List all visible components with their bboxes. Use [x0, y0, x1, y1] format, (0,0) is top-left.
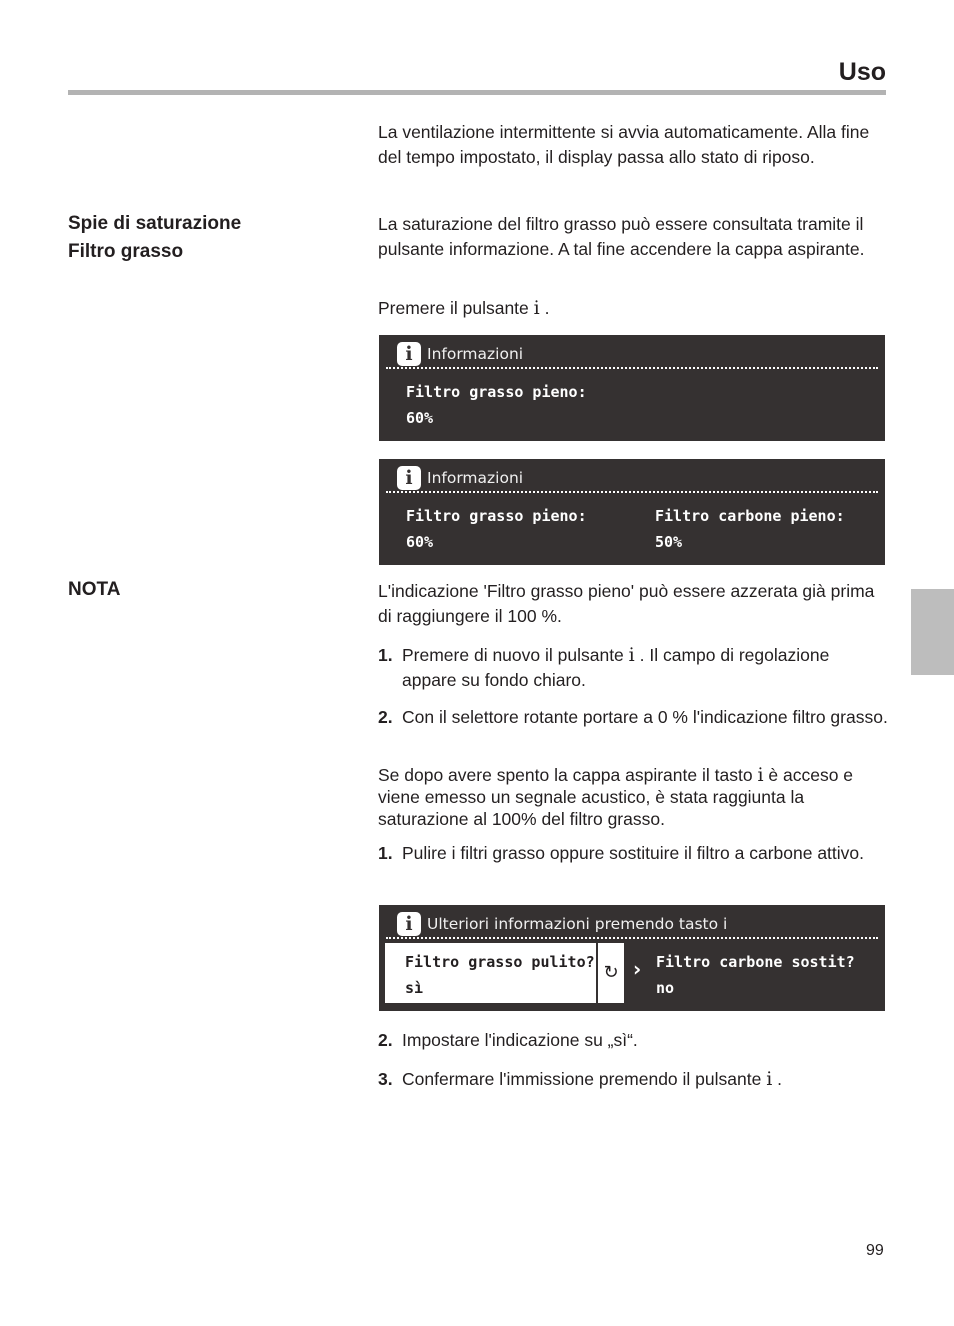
- saturation-paragraph: La saturazione del filtro grasso può essere consultata tramite il pulsante informazione. A tal fine accendere la cappa aspirante.: [378, 214, 865, 259]
- header-rule: [68, 90, 886, 95]
- nota-heading: NOTA: [68, 579, 121, 600]
- info-glyph-icon: i: [757, 764, 764, 786]
- display-panel-3: [379, 905, 885, 1011]
- info-glyph-icon: i: [766, 1068, 773, 1090]
- section-heading-line1: Spie di saturazione: [68, 213, 242, 234]
- intro-paragraph: La ventilazione intermittente si avvia automaticamente. Alla fine del tempo impostato, il display passa allo stato di riposo.: [378, 122, 870, 167]
- carbon-filter-label: Filtro carbone pieno:: [655, 507, 845, 525]
- display-header: [397, 465, 523, 491]
- nota-paragraph: L'indicazione 'Filtro grasso pieno' può essere azzerata già prima di raggiungere il 100 %.: [378, 581, 875, 626]
- step-text: Con il selettore rotante portare a 0 % l'indicazione filtro grasso.: [402, 707, 888, 727]
- grease-filter-label: Filtro grasso pieno:: [406, 507, 587, 525]
- saturation-warning-paragraph: [378, 764, 888, 830]
- display-panel-1: [379, 335, 885, 441]
- display-title: Informazioni: [427, 345, 524, 363]
- warning-text-end: è acceso e viene emesso un segnale acustico, è stata raggiunta la saturazione al 100% del filtro grasso.: [378, 765, 854, 829]
- step-set-yes: [378, 1028, 888, 1053]
- press-info-end: .: [544, 298, 550, 318]
- step-number: 1.: [378, 645, 393, 665]
- page-number: 99: [866, 1242, 884, 1259]
- grease-filter-value: 60%: [406, 409, 434, 427]
- grease-filter-cleaned-value: sì: [405, 979, 424, 997]
- carbon-filter-replaced-value: no: [656, 979, 675, 997]
- info-glyph-icon: i: [533, 297, 540, 319]
- step-number: 2.: [378, 707, 393, 727]
- step-text-end: .: [777, 1069, 783, 1089]
- chevron-right-icon: ›: [633, 957, 642, 981]
- section-heading-saturation: [68, 210, 241, 266]
- rotary-selector-icon: ↻: [598, 943, 624, 1003]
- display-header: [397, 911, 727, 937]
- step-number: 1.: [378, 843, 393, 863]
- dotted-divider: [386, 367, 878, 369]
- display-title: Ulteriori informazioni premendo tasto i: [427, 915, 728, 933]
- selected-field-box: [385, 943, 596, 1003]
- dotted-divider: [386, 937, 878, 939]
- step-text: Premere di nuovo il pulsante: [402, 645, 624, 665]
- display-panel-2: [379, 459, 885, 565]
- dotted-divider: [386, 491, 878, 493]
- display-title: Informazioni: [427, 469, 524, 487]
- grease-filter-label: Filtro grasso pieno:: [406, 383, 587, 401]
- display-header: [397, 341, 523, 367]
- carbon-filter-value: 50%: [655, 533, 683, 551]
- step-text: Impostare l'indicazione su „sì“.: [402, 1030, 638, 1050]
- step-text: Pulire i filtri grasso oppure sostituire il filtro a carbone attivo.: [402, 843, 865, 863]
- grease-filter-cleaned-label: Filtro grasso pulito?: [405, 953, 595, 971]
- section-heading-line2: Filtro grasso: [68, 241, 184, 262]
- info-icon: i: [397, 466, 421, 490]
- info-glyph-icon: i: [628, 644, 635, 666]
- press-info-paragraph: [378, 296, 888, 321]
- step-confirm: [378, 1067, 888, 1092]
- step-text: Confermare l'immissione premendo il pulsante: [402, 1069, 762, 1089]
- info-icon: i: [397, 342, 421, 366]
- step-clean-filters: [378, 841, 888, 866]
- step-press-again: [378, 643, 888, 693]
- press-info-text: Premere il pulsante: [378, 298, 529, 318]
- step-rotary-selector: [378, 705, 888, 730]
- step-text-end: . Il campo di regolazione appare su fondo chiaro.: [402, 645, 830, 690]
- warning-text: Se dopo avere spento la cappa aspirante il tasto: [378, 765, 753, 785]
- step-number: 3.: [378, 1069, 393, 1089]
- page-header-title: Uso: [838, 58, 886, 86]
- carbon-filter-replaced-label: Filtro carbone sostit?: [656, 953, 855, 971]
- info-icon: i: [397, 912, 421, 936]
- side-tab-marker: [911, 589, 954, 675]
- grease-filter-value: 60%: [406, 533, 434, 551]
- step-number: 2.: [378, 1030, 393, 1050]
